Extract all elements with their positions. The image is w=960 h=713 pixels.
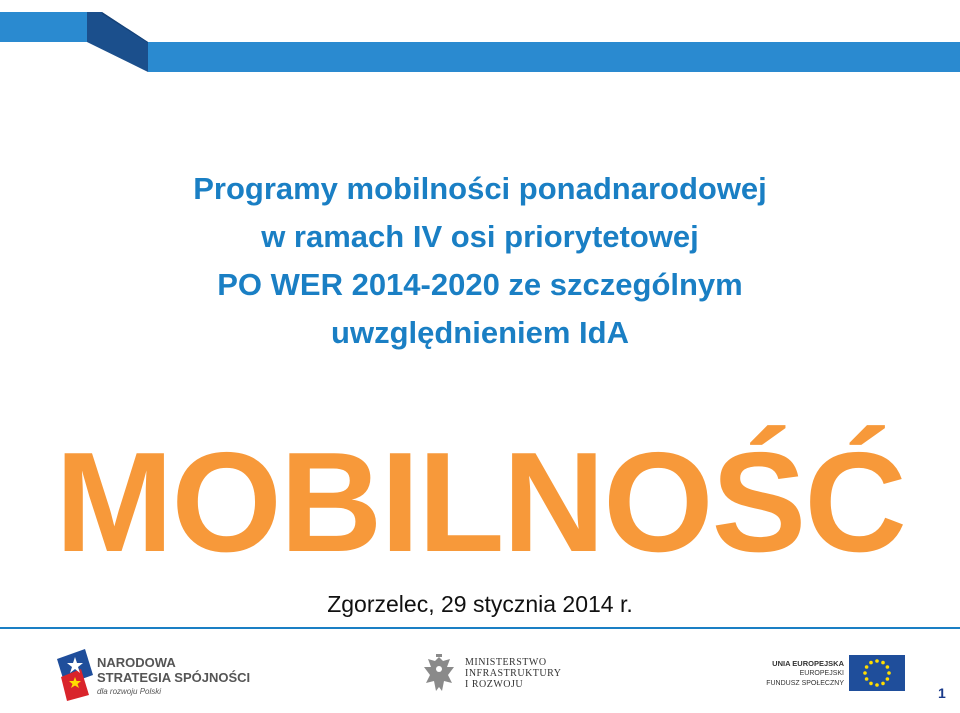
logo-european-union: [752, 651, 907, 696]
ministry-line: MINISTERSTWO: [465, 657, 547, 668]
date-location: Zgorzelec, 29 stycznia 2014 r.: [327, 591, 633, 617]
logo-narodowa-strategia-spojnosci: [55, 645, 265, 705]
eu-line: FUNDUSZ SPOŁECZNY: [766, 680, 844, 687]
header-banner: [0, 0, 960, 80]
title-line: Programy mobilności ponadnarodowej: [193, 171, 767, 206]
title-line: w ramach IV osi priorytetowej: [261, 219, 699, 254]
title-line: uwzględnieniem IdA: [331, 315, 629, 350]
eagle-emblem-icon: [420, 653, 458, 695]
page-number: 1: [938, 685, 946, 701]
nss-tagline: dla rozwoju Polski: [97, 687, 162, 696]
logo-ministry: [420, 653, 570, 698]
slide-title: [0, 165, 960, 357]
headline-word: MOBILNOŚĆ: [55, 423, 905, 582]
eu-line: EUROPEJSKI: [799, 670, 844, 677]
ministry-line: INFRASTRUKTURY: [465, 668, 562, 679]
nss-line: STRATEGIA SPÓJNOŚCI: [97, 670, 251, 685]
nss-emblem-icon: [55, 647, 95, 702]
eu-line: UNIA EUROPEJSKA: [772, 659, 844, 668]
nss-line: NARODOWA: [97, 655, 176, 670]
eu-flag-icon: [849, 655, 905, 691]
title-line: PO WER 2014-2020 ze szczególnym: [217, 267, 743, 302]
ministry-line: I ROZWOJU: [465, 679, 524, 690]
footer-divider: [0, 627, 960, 629]
